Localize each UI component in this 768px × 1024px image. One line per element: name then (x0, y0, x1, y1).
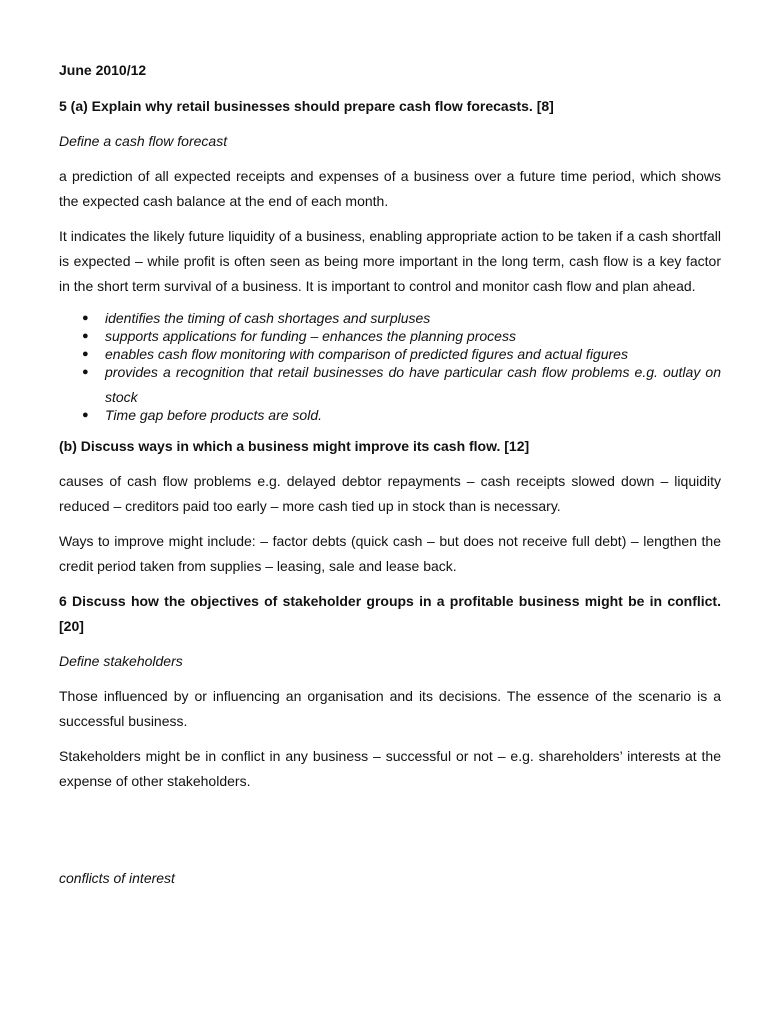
cash-flow-problem-causes: causes of cash flow problems e.g. delayed debtor repayments – cash receipts slowed down – liquidity reduced – creditors paid too early – more cash tied up in stock than is necessary. (59, 473, 721, 514)
document-page (59, 58, 721, 891)
blank-space (59, 794, 721, 866)
stakeholders-definition: Those influenced by or influencing an organisation and its decisions. The essence of the scenario is a successful business. (59, 688, 721, 729)
list-item: ● provides a recognition that retail businesses do have particular cash flow problems e.g. outlay on stock (59, 360, 721, 410)
cash-flow-improvement-ways: Ways to improve might include: – factor debts (quick cash – but does not receive full debt) – lengthen the credit period taken from supplies – leasing, sale and lease back. (59, 533, 721, 574)
question-6-heading: 6 Discuss how the objectives of stakeholder groups in a profitable business might be in conflict. [20] (59, 593, 721, 634)
bullet-icon: ● (82, 312, 89, 324)
document-date: June 2010/12 (59, 62, 147, 78)
list-item: ● enables cash flow monitoring with comparison of predicted figures and actual figures (82, 346, 628, 362)
question-5b-heading: (b) Discuss ways in which a business might improve its cash flow. [12] (59, 438, 530, 454)
bullet-icon: ● (82, 330, 89, 342)
define-stakeholders-heading: Define stakeholders (59, 653, 183, 669)
define-cash-flow-heading: Define a cash flow forecast (59, 133, 228, 149)
bullet-icon: ● (82, 348, 89, 360)
question-5a-heading: 5 (a) Explain why retail businesses should prepare cash flow forecasts. [8] (59, 98, 554, 114)
list-item: ● identifies the timing of cash shortages and surpluses (82, 310, 431, 326)
cash-flow-explanation: It indicates the likely future liquidity of a business, enabling appropriate action to be taken if a cash shortfall is expected – while profit is often seen as being more important in the long term, cash flow is a key factor in the short term survival of a business. It is important to control and monitor cash flow and plan ahead. (59, 228, 721, 294)
stakeholders-conflict-text: Stakeholders might be in conflict in any business – successful or not – e.g. shareholders’ interests at the expense of other stakeholders. (59, 748, 721, 789)
conflicts-of-interest-heading: conflicts of interest (59, 870, 175, 886)
cash-flow-definition: a prediction of all expected receipts and expenses of a business over a future time period, which shows the expected cash balance at the end of each month. (59, 168, 721, 209)
bullet-icon: ● (82, 366, 89, 378)
list-item: ● Time gap before products are sold. (82, 407, 322, 423)
cash-flow-reasons-list (59, 309, 721, 424)
bullet-icon: ● (82, 409, 89, 421)
list-item: ● supports applications for funding – enhances the planning process (82, 328, 516, 344)
